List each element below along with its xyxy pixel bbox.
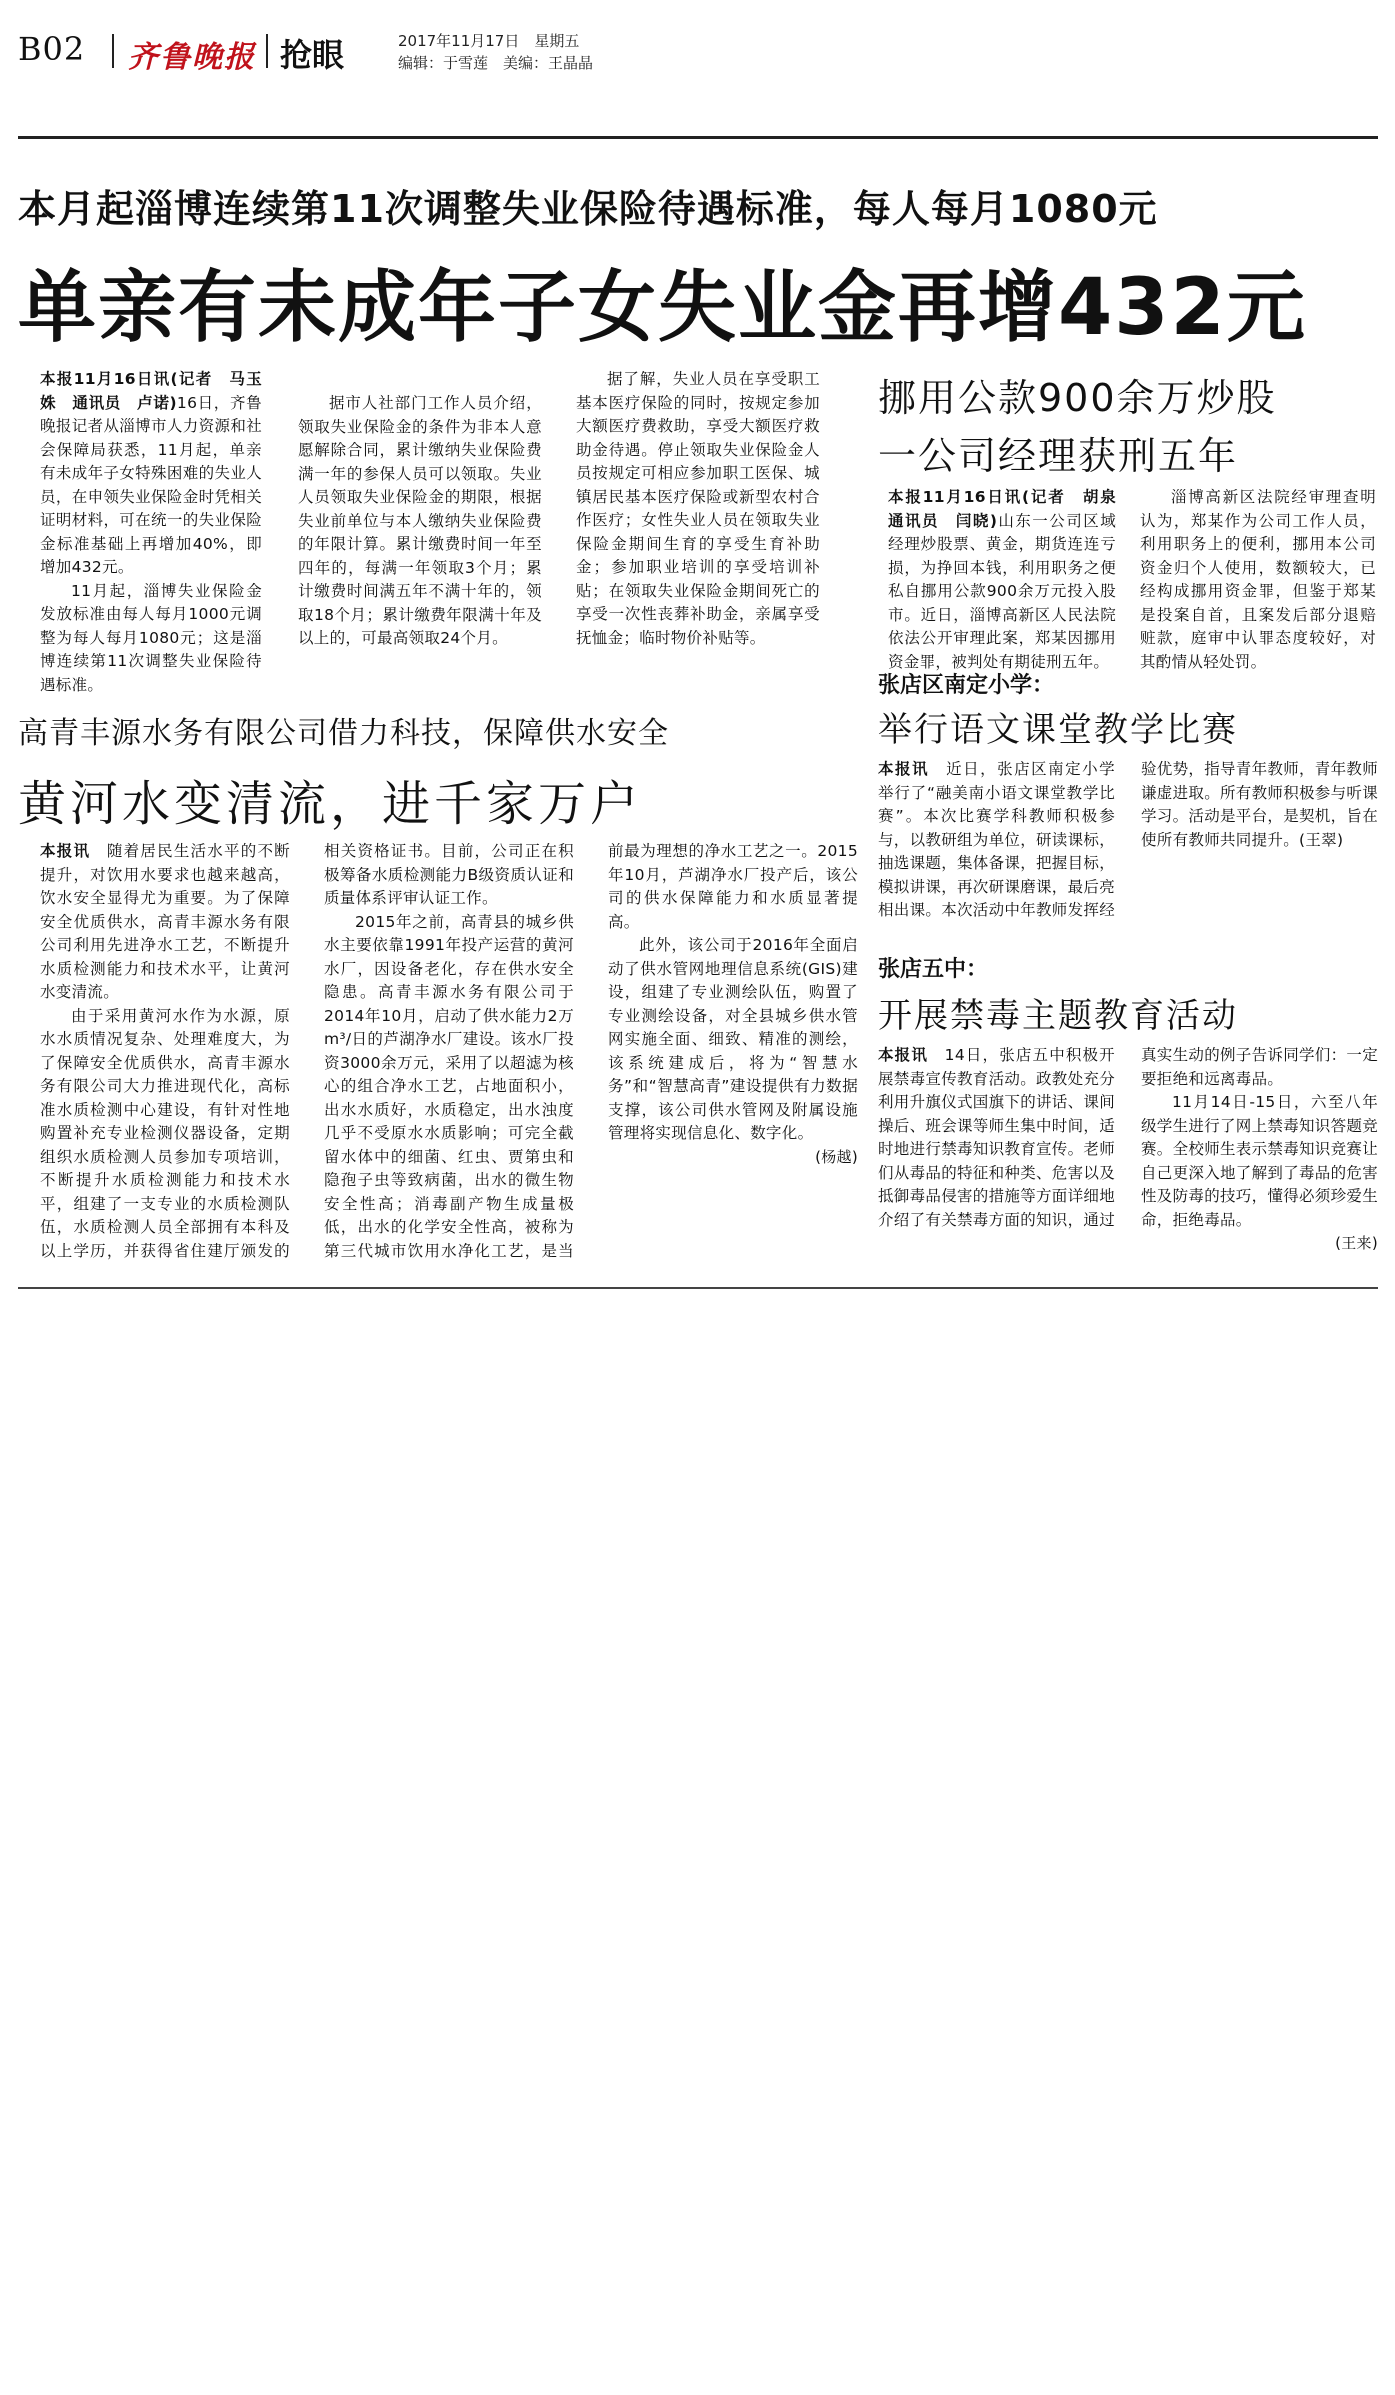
- story3-byline: (杨越): [815, 1147, 858, 1166]
- story3-paragraph: 2015年之前，高青县的城乡供水主要依靠1991年投产运营的黄河水厂，因设备老化，存在供水安全隐患。高青丰源水务有限公司于2014年10月，启动了供水能力2万m³/日的芦湖净水厂建设。该水厂投资3000余万元，采用了以超滤为核心的组合净水工艺，占地面积小，出水水质好，水质稳定，出水浊度几乎不受原水水质影响；可完全截留水体中的细菌、红虫、贾第虫和隐孢子虫等致病菌，出水的微生物安全性高；消毒副产物生成量极低，出水的化学安全性高，被称为第三代城市饮用水净化工艺，是当前最为理想的净水工艺之一。2015年10月，芦湖净水厂投产后，该公司的供水保障能力和水质显著提高。: [324, 842, 858, 1260]
- story5-paragraph: 14日，张店五中积极开展禁毒宣传教育活动。政教处充分利用升旗仪式国旗下的讲话、课间操后、班会课等师生集中时间，适时地进行禁毒知识教育宣传。老师们从毒品的特征和种类、危害以及抵御毒品侵害的措施等方面详细地介绍了有关禁毒方面的知识，通过真实生动的例子告诉同学们：一定要拒绝和远离毒品。: [878, 1046, 1378, 1229]
- story3-paragraph: 此外，该公司于2016年全面启动了供水管网地理信息系统(GIS)建设，组建了专业测绘队伍，购置了专业测绘设备，对全县城乡供水管网实施全面、细致、精准的测绘，该系统建成后，将为“智慧水务”和“智慧高青”建设提供有力数据支撑，该公司供水管网及附属设施管理将实现信息化、数字化。: [608, 936, 858, 1142]
- story1-lead: 本报11月16日讯(记者 马玉姝 通讯员 卢诺): [40, 370, 262, 412]
- story1-headline: 单亲有未成年子女失业金再增432元: [18, 263, 1307, 353]
- story2-headline-line: 挪用公款900余万炒股: [878, 376, 1277, 420]
- editors-line: 编辑：于雪莲 美编：王晶晶: [398, 54, 594, 72]
- top-rule: [18, 136, 1378, 139]
- page-number: B02: [18, 30, 86, 68]
- story1-column-1: [40, 368, 262, 697]
- story5-lead: 本报讯: [878, 1046, 928, 1064]
- story4-kicker: 张店区南定小学：: [878, 673, 1055, 698]
- story1-column-2: [298, 392, 542, 651]
- story4-lead: 本报讯: [878, 760, 930, 778]
- divider: [112, 34, 114, 68]
- story5-byline: (王来): [1335, 1234, 1378, 1252]
- story5-kicker: 张店五中：: [878, 957, 989, 982]
- story2-headline-line: 一公司经理获刑五年: [878, 434, 1239, 478]
- story1-paragraph: 16日，齐鲁晚报记者从淄博市人力资源和社会保障局获悉，11月起，单亲有未成年子女特殊困难的失业人员，在申领失业保险金时凭相关证明材料，可在统一的失业保险金标准基础上再增加40%，即增加432元。: [40, 393, 262, 576]
- story1-paragraph: 据了解，失业人员在享受职工基本医疗保险的同时，按规定参加大额医疗费救助，享受大额医疗救助金待遇。停止领取失业保险金人员按规定可相应参加职工医保、城镇居民基本医疗保险或新型农村合作医疗；女性失业人员在领取失业保险金期间生育的享受生育补助金；参加职业培训的享受培训补贴；在领取失业保险金期间死亡的享受一次性丧葬补助金，亲属享受抚恤金；临时物价补贴等。: [576, 370, 820, 647]
- story2-paragraph: 山东一公司区域经理炒股票、黄金，期货连连亏损，为挣回本钱，利用职务之便私自挪用公款900余万元投入股市。近日，淄博高新区人民法院依法公开审理此案，郑某因挪用资金罪，被判处有期徒刑五年。: [888, 511, 1116, 671]
- story4-paragraph: 近日，张店区南定小学举行了“融美南小语文课堂教学比赛”。本次比赛学科教师积极参与，以教研组为单位，研读课标，抽选课题，集体备课，把握目标，模拟讲课，再次研课磨课，最后亮相出课。本次活动中年教师发挥经验优势，指导青年教师，青年教师谦虚进取。所有教师积极参与听课学习。活动是平台，是契机，旨在使所有教师共同提升。: [878, 760, 1378, 919]
- bottom-rule: [18, 1287, 1378, 1289]
- story4-headline: 举行语文课堂教学比赛: [878, 710, 1238, 750]
- story1-column-3: [576, 368, 820, 650]
- story4-byline: (王翠): [1299, 830, 1344, 849]
- story2-paragraph: 淄博高新区法院经审理查明认为，郑某作为公司工作人员，利用职务上的便利，挪用本公司资金归个人使用，数额较大，已经构成挪用资金罪，但鉴于郑某是投案自首，且案发后部分退赔赃款，庭审中认罪态度较好，对其酌情从轻处罚。: [1140, 488, 1376, 671]
- paper-name: 齐鲁晚报: [128, 40, 256, 75]
- section-title: 抢眼: [280, 36, 345, 74]
- story1-paragraph: 据市人社部门工作人员介绍，领取失业保险金的条件为非本人意愿解除合同，累计缴纳失业保险费满一年的参保人员可以领取。失业人员领取失业保险金的期限，根据失业前单位与本人缴纳失业保险费的年限计算。累计缴费时间一年至四年的，每满一年领取3个月；累计缴费时间满五年不满十年的，领取18个月；累计缴费年限满十年及以上的，可最高领取24个月。: [298, 394, 542, 647]
- story5-body: [878, 1044, 1378, 1276]
- story5-headline: 开展禁毒主题教育活动: [878, 996, 1238, 1036]
- story2-column-2: [1140, 486, 1376, 674]
- story2-lead: 本报11月16日讯(记者 胡泉 通讯员 闫晓): [888, 488, 1132, 530]
- story1-kicker: 本月起淄博连续第11次调整失业保险待遇标准，每人每月1080元: [18, 187, 1158, 231]
- story2-column-1: [888, 486, 1132, 674]
- masthead: [18, 28, 1377, 75]
- story3-body: [18, 840, 858, 1280]
- story3-paragraph: 由于采用黄河水作为水源，原水水质情况复杂、处理难度大，为了保障安全优质供水，高青丰源水务有限公司大力推进现代化，高标准水质检测中心建设，有针对性地购置补充专业检测仪器设备，定期组织水质检测人员参加专项培训，不断提升水质检测能力和技术水平，组建了一支专业的水质检测队伍，水质检测人员全部拥有本科及以上学历，并获得省住建厅颁发的相关资格证书。目前，公司正在积极筹备水质检测能力B级资质认证和质量体系评审认证工作。: [40, 842, 574, 1260]
- story5-paragraph: 11月14日-15日，六至八年级学生进行了网上禁毒知识答题竞赛。全校师生表示禁毒知识竞赛让自己更深入地了解到了毒品的危害性及防毒的技巧，懂得必须珍爱生命，拒绝毒品。: [1141, 1093, 1378, 1229]
- story3-lead: 本报讯: [40, 842, 91, 860]
- divider: [266, 34, 268, 68]
- story3-kicker: 高青丰源水务有限公司借力科技，保障供水安全: [18, 716, 669, 751]
- story3-paragraph: 随着居民生活水平的不断提升，对饮用水要求也越来越高，饮水安全显得尤为重要。为了保障安全优质供水，高青丰源水务有限公司利用先进净水工艺，不断提升水质检测能力和技术水平，让黄河水变清流。: [40, 842, 290, 1001]
- story2-headline: [878, 372, 1358, 482]
- story1-paragraph: 11月起，淄博失业保险金发放标准由每人每月1000元调整为每人每月1080元；这是淄博连续第11次调整失业保险待遇标准。: [40, 581, 262, 694]
- date-line: 2017年11月17日 星期五: [398, 32, 580, 50]
- story4-body: [878, 758, 1378, 938]
- story3-headline: 黄河水变清流，进千家万户: [18, 776, 643, 832]
